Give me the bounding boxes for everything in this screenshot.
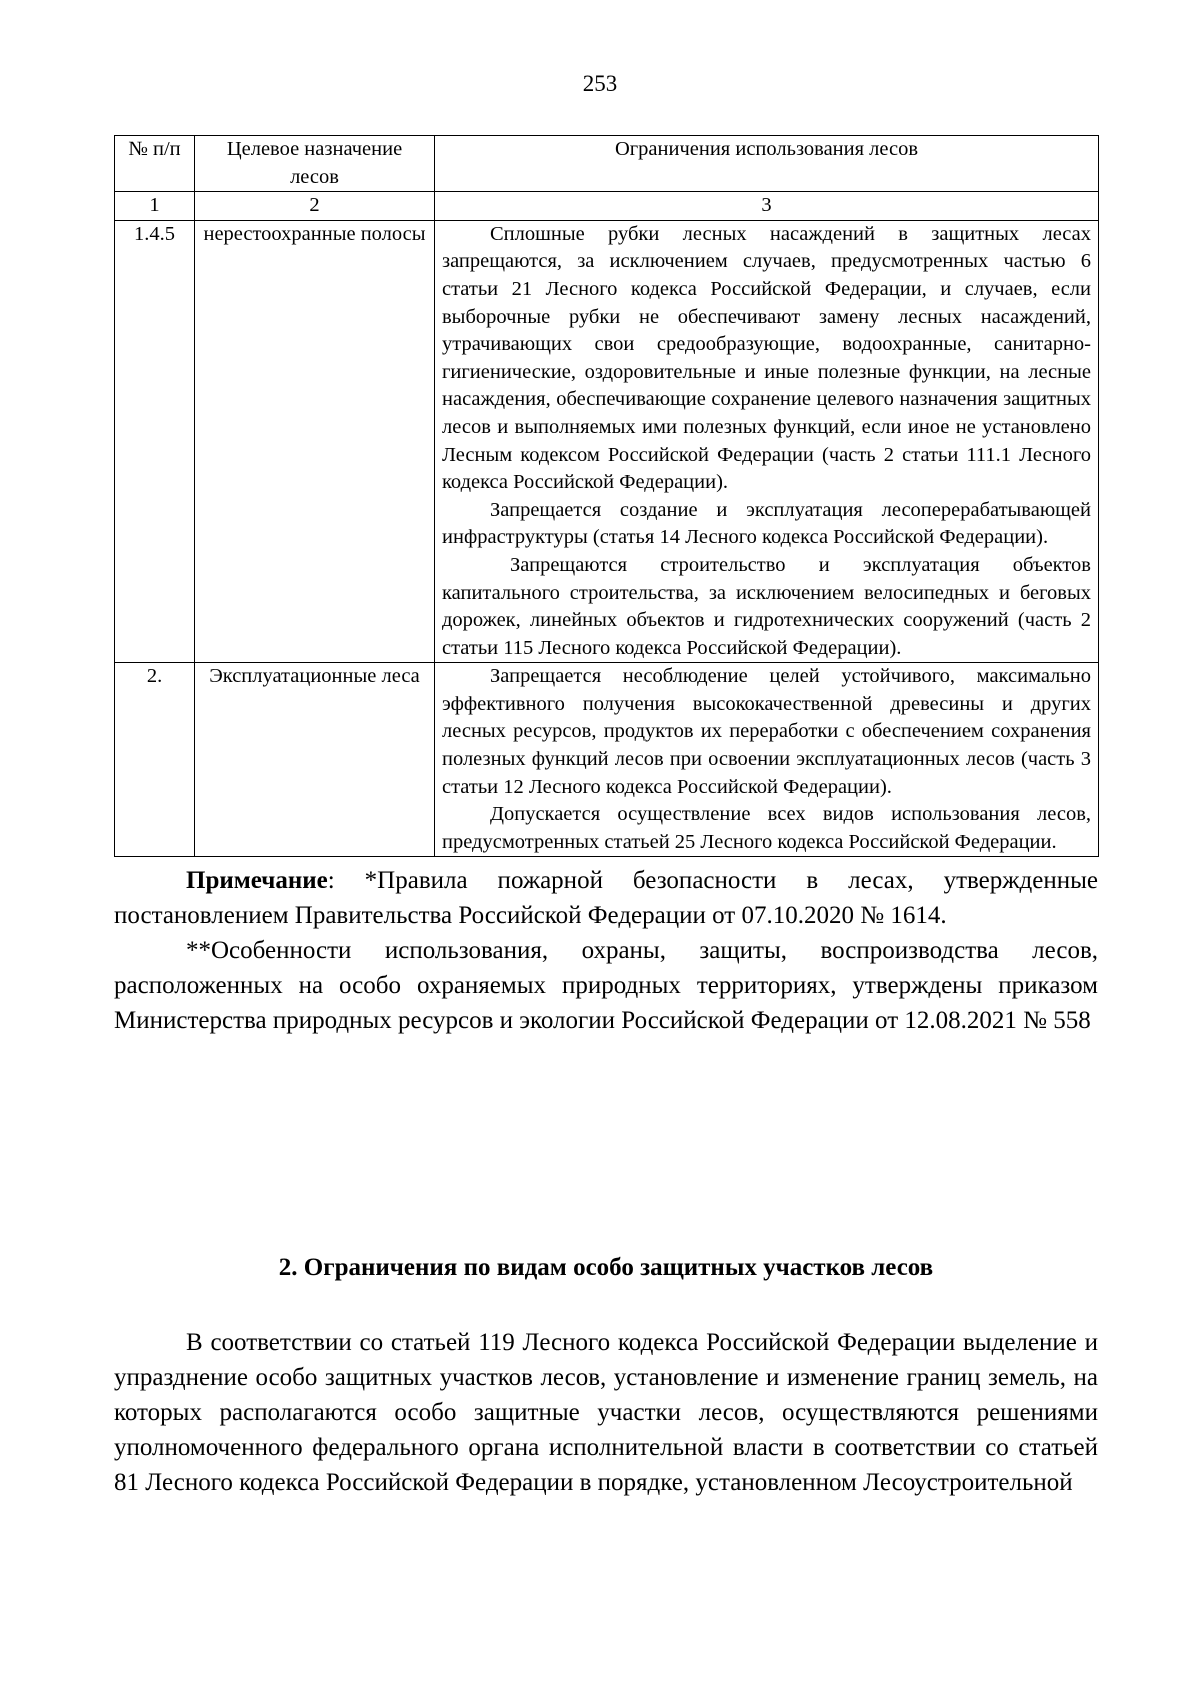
restrictions-table [114, 135, 1099, 857]
restriction-paragraph: Запрещается создание и эксплуатация лесоперерабатывающей инфраструктуры (статья 14 Лесного кодекса Российской Федерации). [442, 498, 1091, 549]
column-number: 1 [115, 192, 195, 221]
row-restrictions [435, 663, 1099, 857]
section-heading: 2. Ограничения по видам особо защитных участков лесов [278, 1254, 934, 1281]
row-purpose: Эксплуатационные леса [195, 663, 435, 857]
column-number: 2 [195, 192, 435, 221]
restriction-paragraph: Сплошные рубки лесных насаждений в защитных лесах запрещаются, за исключением случаев, предусмотренных частью 6 статьи 21 Лесного кодекса Российской Федерации, и случаев, если выборочные рубки не обеспечивают замену лесных насаждений, утрачивающих свои средообразующие, водоохранные, санитарно-гигиенические, оздоровительные и иные полезные функции, на лесные насаждения, обеспечивающие сохранение целевого назначения защитных лесов и выполняемых ими полезных функций, если иное не установлено Лесным кодексом Российской Федерации (часть 2 статьи 111.1 Лесного кодекса Российской Федерации). [442, 222, 1091, 494]
row-number: 2. [115, 663, 195, 857]
column-number-row [115, 192, 1099, 221]
restriction-paragraph: Допускается осуществление всех видов использования лесов, предусмотренных статьей 25 Лесного кодекса Российской Федерации. [442, 803, 1091, 853]
page-number: 253 [582, 71, 618, 96]
restriction-paragraph: Запрещаются строительство и эксплуатация объектов капитального строительства, за исключением велосипедных и беговых дорожек, линейных объектов и гидротехнических сооружений (часть 2 статьи 115 Лесного кодекса Российской Федерации). [442, 553, 1091, 659]
header-number: № п/п [115, 136, 195, 192]
header-purpose: Целевое назначение лесов [195, 136, 435, 192]
table-header-row [115, 136, 1099, 192]
column-number: 3 [435, 192, 1099, 221]
restriction-paragraph: Запрещается несоблюдение целей устойчивого, максимально эффективного получения высококачественной древесины и других лесных ресурсов, продуктов их переработки с обеспечением сохранения полезных функций лесов при освоении эксплуатационных лесов (часть 3 статьи 12 Лесного кодекса Российской Федерации). [442, 665, 1091, 798]
table-row [115, 663, 1099, 857]
note-text-1: : *Правила пожарной безопасности в лесах, утвержденные постановлением Правительства Российской Федерации от 07.10.2020 № 1614. [114, 867, 1098, 929]
header-restrictions: Ограничения использования лесов [435, 136, 1099, 192]
table-note [114, 863, 1098, 1038]
row-number: 1.4.5 [115, 220, 195, 663]
row-restrictions [435, 220, 1099, 663]
table-row [115, 220, 1099, 663]
note-label: Примечание [186, 867, 328, 894]
section-paragraph: В соответствии со статьей 119 Лесного кодекса Российской Федерации выделение и упразднение особо защитных участков лесов, установление и изменение границ земель, на которых располагаются особо защитные участки лесов, осуществляются решениями уполномоченного федерального органа исполнительной власти в соответствии со статьей 81 Лесного кодекса Российской Федерации в порядке, установленном Лесоустроительной [114, 1329, 1098, 1496]
row-purpose: нерестоохранные полосы [195, 220, 435, 663]
section-body [114, 1325, 1098, 1500]
note-paragraph-2: **Особенности использования, охраны, защиты, воспроизводства лесов, расположенных на особо охраняемых природных территориях, утверждены приказом Министерства природных ресурсов и экологии Российской Федерации от 12.08.2021 № 558 [114, 937, 1098, 1034]
note-paragraph-1 [114, 863, 1098, 933]
